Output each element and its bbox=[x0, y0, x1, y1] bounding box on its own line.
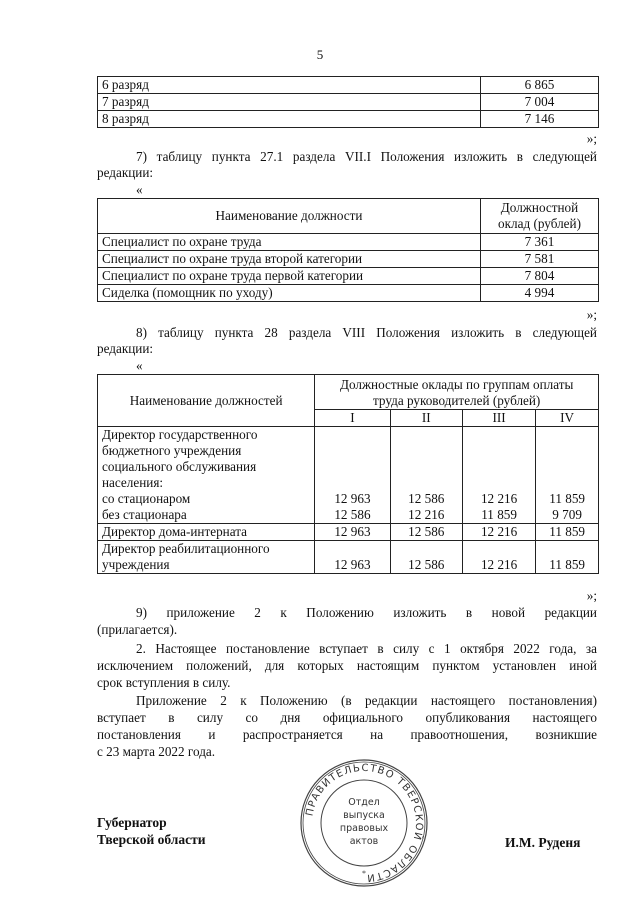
group-iii: III bbox=[462, 410, 535, 427]
quote-open: « bbox=[136, 182, 143, 197]
item8-text: 8) таблицу пункта 28 раздела VIII Положения изложить в следующей bbox=[136, 325, 597, 340]
position-salary: 7 361 bbox=[481, 234, 599, 251]
signatory-title: Тверской области bbox=[97, 832, 206, 847]
item9-text-cont: (прилагается). bbox=[97, 622, 178, 637]
salary-value: 12 963 bbox=[334, 491, 371, 506]
salary-value: 12 586 bbox=[408, 491, 445, 506]
quote-close: »; bbox=[586, 131, 597, 146]
page-number: 5 bbox=[316, 47, 324, 62]
position-name: Специалист по охране труда второй категории bbox=[98, 251, 481, 268]
position-name-line: социального обслуживания bbox=[102, 459, 257, 474]
group-i: I bbox=[315, 410, 390, 427]
header-positions: Наименование должностей bbox=[98, 375, 315, 427]
table-row bbox=[98, 268, 599, 285]
table-row bbox=[98, 111, 599, 128]
header-salary-line2: оклад (рублей) bbox=[498, 216, 581, 231]
table-row bbox=[98, 524, 599, 541]
salary-value: 9 709 bbox=[552, 507, 582, 522]
header-position: Наименование должности bbox=[98, 199, 481, 234]
salary-cell bbox=[315, 427, 390, 524]
position-salary: 7 804 bbox=[481, 268, 599, 285]
table-row bbox=[98, 251, 599, 268]
position-salary: 7 581 bbox=[481, 251, 599, 268]
salary-value: 12 216 bbox=[408, 507, 445, 522]
table-row bbox=[98, 427, 599, 524]
salary-cell bbox=[462, 427, 535, 524]
quote-close: »; bbox=[586, 588, 597, 603]
quote-open: « bbox=[136, 358, 143, 373]
table-row bbox=[98, 94, 599, 111]
position-name-line: населения: bbox=[102, 475, 164, 490]
positions-table bbox=[97, 198, 599, 302]
grade-name: 6 разряд bbox=[98, 77, 481, 94]
seal-text-line: выпуска bbox=[343, 810, 385, 821]
position-name-line: Директор государственного bbox=[102, 427, 258, 442]
position-name-line: Директор реабилитационного bbox=[102, 541, 270, 556]
paragraph-3-cont: с 23 марта 2022 года. bbox=[97, 744, 216, 759]
salary-value: 11 859 bbox=[536, 541, 599, 574]
salary-value: 11 859 bbox=[481, 507, 517, 522]
signatory-name: И.М. Руденя bbox=[505, 835, 581, 850]
item9-text: 9) приложение 2 к Положению изложить в новой редакции bbox=[136, 605, 597, 620]
position-name: Сиделка (помощник по уходу) bbox=[98, 285, 481, 302]
salary-value: 11 859 bbox=[536, 524, 599, 541]
position-cell bbox=[98, 541, 315, 574]
director-salaries-table bbox=[97, 374, 599, 574]
salary-cell bbox=[536, 427, 599, 524]
grade-name: 8 разряд bbox=[98, 111, 481, 128]
position-cell bbox=[98, 427, 315, 524]
paragraph-2-cont: срок вступления в силу. bbox=[97, 675, 231, 690]
salary-value: 12 963 bbox=[315, 524, 390, 541]
seal-ring-text: ПРАВИТЕЛЬСТВО ТВЕРСКОЙ ОБЛАСТИ bbox=[304, 762, 425, 884]
table-row bbox=[98, 285, 599, 302]
salary-cell bbox=[390, 427, 462, 524]
official-seal bbox=[298, 757, 430, 889]
seal-text-line: правовых bbox=[339, 823, 389, 834]
sub-with-inpatient: со стационаром bbox=[102, 491, 191, 506]
table-row bbox=[98, 541, 599, 574]
header-salary-line1: Должностной bbox=[500, 200, 579, 215]
salary-value: 12 586 bbox=[390, 541, 462, 574]
seal-text-line: Отдел bbox=[348, 797, 380, 808]
salary-value: 12 586 bbox=[334, 507, 371, 522]
grade-value: 6 865 bbox=[481, 77, 599, 94]
header-salary bbox=[481, 199, 599, 234]
table-row bbox=[98, 77, 599, 94]
seal-star: * bbox=[362, 869, 366, 878]
signatory-title: Губернатор bbox=[97, 815, 167, 830]
grade-value: 7 004 bbox=[481, 94, 599, 111]
position-name: Директор дома-интерната bbox=[98, 524, 315, 541]
header-groups-line1: Должностные оклады по группам оплаты bbox=[339, 377, 574, 392]
position-name: Специалист по охране труда bbox=[98, 234, 481, 251]
table-header bbox=[98, 199, 599, 234]
salary-value: 12 216 bbox=[462, 541, 535, 574]
sub-without-inpatient: без стационара bbox=[102, 507, 187, 522]
quote-close: »; bbox=[586, 307, 597, 322]
position-name-line: учреждения bbox=[102, 557, 170, 572]
header-groups bbox=[315, 375, 599, 410]
salary-grades-table bbox=[97, 76, 599, 128]
paragraph-2-cont: исключением положений, для которых настоящим пунктом установлен иной bbox=[97, 658, 597, 673]
table-row bbox=[98, 234, 599, 251]
salary-value: 12 216 bbox=[462, 524, 535, 541]
grade-value: 7 146 bbox=[481, 111, 599, 128]
item7-text: 7) таблицу пункта 27.1 раздела VII.I Положения изложить в следующей bbox=[136, 149, 597, 164]
salary-value: 11 859 bbox=[549, 491, 586, 506]
header-groups-line2: труда руководителей (рублей) bbox=[373, 393, 541, 408]
salary-value: 12 216 bbox=[480, 491, 518, 506]
position-name: Специалист по охране труда первой категории bbox=[98, 268, 481, 285]
group-ii: II bbox=[390, 410, 462, 427]
paragraph-3: Приложение 2 к Положению (в редакции настоящего постановления) bbox=[136, 693, 597, 708]
item7-text-cont: редакции: bbox=[97, 165, 154, 180]
salary-value: 12 963 bbox=[315, 541, 390, 574]
paragraph-3-cont: вступает в силу со дня официального опубликования настоящего bbox=[97, 710, 597, 725]
position-name-line: бюджетного учреждения bbox=[102, 443, 242, 458]
position-salary: 4 994 bbox=[481, 285, 599, 302]
salary-value: 12 586 bbox=[390, 524, 462, 541]
paragraph-3-cont: постановления и распространяется на правоотношения, возникшие bbox=[97, 727, 597, 742]
table-header bbox=[98, 375, 599, 410]
item8-text-cont: редакции: bbox=[97, 341, 154, 356]
grade-name: 7 разряд bbox=[98, 94, 481, 111]
paragraph-2: 2. Настоящее постановление вступает в силу с 1 октября 2022 года, за bbox=[136, 641, 597, 656]
seal-text-line: актов bbox=[349, 836, 379, 847]
group-iv: IV bbox=[536, 410, 599, 427]
